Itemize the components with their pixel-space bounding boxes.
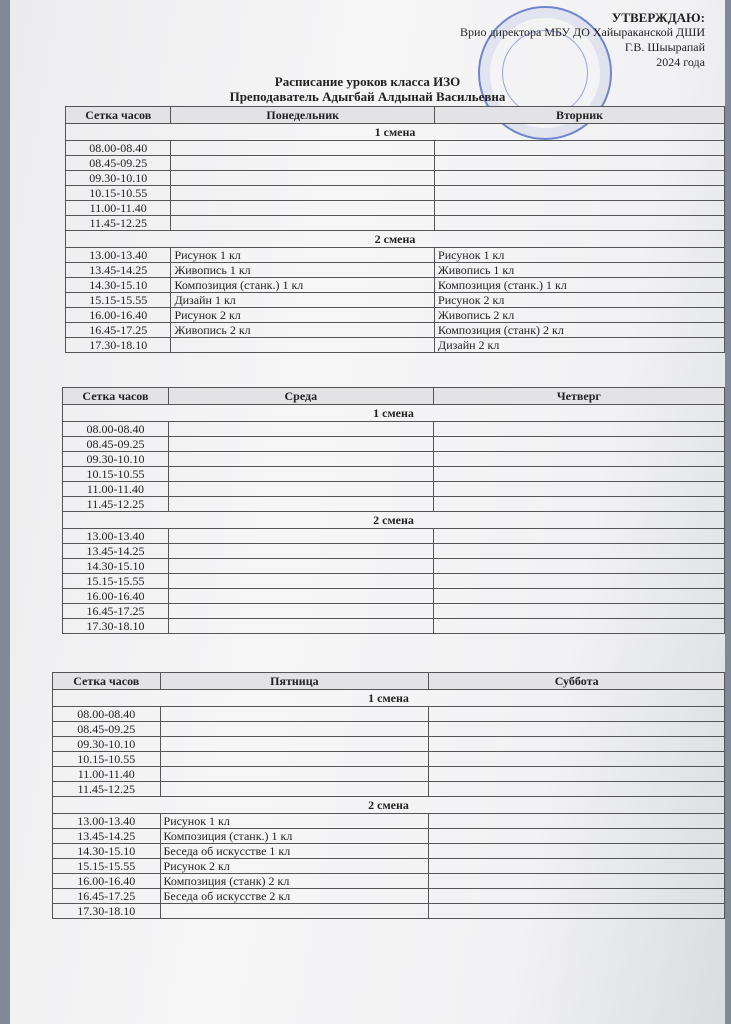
time-slot: 11.00-11.40	[66, 201, 171, 216]
table-row	[66, 141, 725, 156]
lesson-day-2: Дизайн 2 кл	[435, 338, 725, 353]
schedule-table-fri-sat	[52, 672, 725, 919]
table-row	[63, 482, 725, 497]
table-row	[66, 216, 725, 231]
lesson-day-1	[160, 752, 429, 767]
lesson-day-1	[160, 737, 429, 752]
lesson-day-1: Рисунок 2 кл	[171, 308, 435, 323]
lesson-day-2	[433, 619, 724, 634]
time-slot: 16.00-16.40	[53, 874, 161, 889]
schedule-table-mon-tue	[65, 106, 725, 353]
lesson-day-2	[433, 497, 724, 512]
table-header-row	[63, 388, 725, 405]
time-slot: 11.00-11.40	[63, 482, 169, 497]
time-slot: 17.30-18.10	[66, 338, 171, 353]
table-row	[53, 722, 725, 737]
table-row	[63, 589, 725, 604]
time-slot: 11.45-12.25	[53, 782, 161, 797]
lesson-day-2	[435, 171, 725, 186]
time-slot: 08.00-08.40	[63, 422, 169, 437]
time-slot: 08.00-08.40	[53, 707, 161, 722]
table-row	[63, 467, 725, 482]
approval-line-1: Врио директора МБУ ДО Хайыраканской ДШИ	[460, 25, 705, 39]
shift-row	[66, 124, 725, 141]
lesson-day-2	[435, 156, 725, 171]
time-slot: 16.00-16.40	[63, 589, 169, 604]
table-row	[63, 529, 725, 544]
approval-line-3: 2024 года	[656, 55, 705, 69]
lesson-day-1	[171, 141, 435, 156]
lesson-day-1	[168, 544, 433, 559]
lesson-day-2	[429, 904, 725, 919]
lesson-day-2: Композиция (станк) 2 кл	[435, 323, 725, 338]
time-slot: 14.30-15.10	[66, 278, 171, 293]
lesson-day-1	[160, 782, 429, 797]
lesson-day-2	[435, 141, 725, 156]
shift-label: 1 смена	[66, 124, 725, 141]
table-row	[66, 278, 725, 293]
lesson-day-2	[433, 544, 724, 559]
time-slot: 16.45-17.25	[63, 604, 169, 619]
lesson-day-1	[171, 216, 435, 231]
day-1-header: Пятница	[160, 673, 429, 690]
shift-row	[53, 690, 725, 707]
table-row	[53, 889, 725, 904]
lesson-day-2: Рисунок 2 кл	[435, 293, 725, 308]
table-row	[53, 737, 725, 752]
lesson-day-1	[160, 904, 429, 919]
lesson-day-2	[429, 859, 725, 874]
lesson-day-1: Рисунок 1 кл	[160, 814, 429, 829]
time-slot: 11.45-12.25	[66, 216, 171, 231]
shift-label: 1 смена	[63, 405, 725, 422]
time-column-header: Сетка часов	[63, 388, 169, 405]
shift-row	[63, 405, 725, 422]
time-slot: 17.30-18.10	[63, 619, 169, 634]
lesson-day-1	[171, 171, 435, 186]
lesson-day-2	[433, 604, 724, 619]
lesson-day-1	[168, 604, 433, 619]
lesson-day-1	[168, 437, 433, 452]
lesson-day-2	[433, 574, 724, 589]
document-page	[10, 0, 725, 1024]
table-row	[53, 782, 725, 797]
lesson-day-1	[171, 338, 435, 353]
table-row	[53, 874, 725, 889]
table-row	[63, 604, 725, 619]
time-slot: 13.00-13.40	[66, 248, 171, 263]
table-row	[63, 497, 725, 512]
time-slot: 14.30-15.10	[63, 559, 169, 574]
time-slot: 08.00-08.40	[66, 141, 171, 156]
time-slot: 11.00-11.40	[53, 767, 161, 782]
time-slot: 13.45-14.25	[66, 263, 171, 278]
lesson-day-1	[168, 529, 433, 544]
time-slot: 14.30-15.10	[53, 844, 161, 859]
lesson-day-2	[429, 814, 725, 829]
lesson-day-2	[429, 844, 725, 859]
schedule-table-wed-thu	[62, 387, 725, 634]
table-row	[66, 171, 725, 186]
time-slot: 13.45-14.25	[63, 544, 169, 559]
lesson-day-2	[433, 589, 724, 604]
lesson-day-2	[429, 707, 725, 722]
time-slot: 10.15-10.55	[53, 752, 161, 767]
time-slot: 16.45-17.25	[66, 323, 171, 338]
table-header-row	[66, 107, 725, 124]
lesson-day-2	[433, 467, 724, 482]
time-slot: 08.45-09.25	[63, 437, 169, 452]
shift-row	[53, 797, 725, 814]
lesson-day-2	[433, 422, 724, 437]
lesson-day-2	[429, 722, 725, 737]
lesson-day-1	[168, 497, 433, 512]
lesson-day-2: Рисунок 1 кл	[435, 248, 725, 263]
table-row	[63, 544, 725, 559]
table-row	[63, 422, 725, 437]
lesson-day-1	[168, 422, 433, 437]
lesson-day-2	[429, 874, 725, 889]
table-row	[63, 619, 725, 634]
lesson-day-1	[168, 559, 433, 574]
table-row	[66, 293, 725, 308]
time-slot: 17.30-18.10	[53, 904, 161, 919]
lesson-day-2	[429, 752, 725, 767]
lesson-day-2: Живопись 1 кл	[435, 263, 725, 278]
table-row	[63, 574, 725, 589]
shift-row	[63, 512, 725, 529]
lesson-day-1	[168, 589, 433, 604]
shift-row	[66, 231, 725, 248]
time-slot: 16.45-17.25	[53, 889, 161, 904]
lesson-day-2: Живопись 2 кл	[435, 308, 725, 323]
table-row	[63, 437, 725, 452]
lesson-day-1	[160, 767, 429, 782]
shift-label: 2 смена	[63, 512, 725, 529]
schedule-heading	[10, 74, 725, 104]
time-slot: 13.00-13.40	[63, 529, 169, 544]
table-row	[66, 338, 725, 353]
time-slot: 10.15-10.55	[66, 186, 171, 201]
lesson-day-2	[433, 559, 724, 574]
lesson-day-2	[433, 482, 724, 497]
table-row	[66, 248, 725, 263]
table-row	[53, 829, 725, 844]
time-slot: 13.00-13.40	[53, 814, 161, 829]
lesson-day-1	[160, 722, 429, 737]
time-slot: 08.45-09.25	[66, 156, 171, 171]
time-slot: 09.30-10.10	[66, 171, 171, 186]
time-slot: 15.15-15.55	[53, 859, 161, 874]
table-row	[53, 707, 725, 722]
table-row	[53, 859, 725, 874]
shift-label: 2 смена	[53, 797, 725, 814]
time-column-header: Сетка часов	[66, 107, 171, 124]
lesson-day-1	[171, 201, 435, 216]
time-slot: 09.30-10.10	[53, 737, 161, 752]
time-slot: 15.15-15.55	[63, 574, 169, 589]
lesson-day-1: Рисунок 1 кл	[171, 248, 435, 263]
table-row	[66, 201, 725, 216]
time-slot: 13.45-14.25	[53, 829, 161, 844]
approval-block	[405, 10, 705, 70]
lesson-day-1: Дизайн 1 кл	[171, 293, 435, 308]
lesson-day-2	[433, 452, 724, 467]
lesson-day-2	[435, 201, 725, 216]
lesson-day-1	[171, 156, 435, 171]
lesson-day-2	[435, 186, 725, 201]
lesson-day-2	[429, 829, 725, 844]
lesson-day-1	[168, 574, 433, 589]
approval-line-2: Г.В. Шыырапай	[624, 40, 705, 54]
lesson-day-1	[160, 707, 429, 722]
lesson-day-1: Композиция (станк) 2 кл	[160, 874, 429, 889]
time-slot: 15.15-15.55	[66, 293, 171, 308]
schedule-title: Расписание уроков класса ИЗО	[274, 74, 461, 89]
lesson-day-2	[429, 767, 725, 782]
lesson-day-2	[433, 529, 724, 544]
table-header-row	[53, 673, 725, 690]
time-slot: 11.45-12.25	[63, 497, 169, 512]
time-slot: 08.45-09.25	[53, 722, 161, 737]
day-2-header: Вторник	[435, 107, 725, 124]
table-row	[53, 904, 725, 919]
table-row	[66, 263, 725, 278]
time-column-header: Сетка часов	[53, 673, 161, 690]
lesson-day-1	[168, 467, 433, 482]
lesson-day-1	[168, 482, 433, 497]
lesson-day-1: Композиция (станк.) 1 кл	[160, 829, 429, 844]
day-2-header: Четверг	[433, 388, 724, 405]
table-row	[66, 186, 725, 201]
lesson-day-1: Беседа об искусстве 1 кл	[160, 844, 429, 859]
lesson-day-1: Рисунок 2 кл	[160, 859, 429, 874]
table-row	[66, 156, 725, 171]
table-row	[53, 767, 725, 782]
day-2-header: Суббота	[429, 673, 725, 690]
teacher-name: Преподаватель Адыгбай Алдынай Васильевна	[229, 89, 506, 104]
shift-label: 1 смена	[53, 690, 725, 707]
lesson-day-2	[429, 737, 725, 752]
table-row	[66, 308, 725, 323]
lesson-day-1	[168, 619, 433, 634]
table-row	[63, 452, 725, 467]
lesson-day-1: Беседа об искусстве 2 кл	[160, 889, 429, 904]
lesson-day-1	[171, 186, 435, 201]
table-row	[53, 844, 725, 859]
lesson-day-2	[429, 889, 725, 904]
table-row	[53, 752, 725, 767]
shift-label: 2 смена	[66, 231, 725, 248]
lesson-day-1: Живопись 2 кл	[171, 323, 435, 338]
lesson-day-2	[433, 437, 724, 452]
time-slot: 16.00-16.40	[66, 308, 171, 323]
time-slot: 09.30-10.10	[63, 452, 169, 467]
approval-title: УТВЕРЖДАЮ:	[611, 10, 705, 25]
lesson-day-2	[429, 782, 725, 797]
lesson-day-1	[168, 452, 433, 467]
day-1-header: Среда	[168, 388, 433, 405]
time-slot: 10.15-10.55	[63, 467, 169, 482]
table-row	[63, 559, 725, 574]
table-row	[53, 814, 725, 829]
lesson-day-2	[435, 216, 725, 231]
lesson-day-1: Живопись 1 кл	[171, 263, 435, 278]
lesson-day-2: Композиция (станк.) 1 кл	[435, 278, 725, 293]
lesson-day-1: Композиция (станк.) 1 кл	[171, 278, 435, 293]
day-1-header: Понедельник	[171, 107, 435, 124]
table-row	[66, 323, 725, 338]
